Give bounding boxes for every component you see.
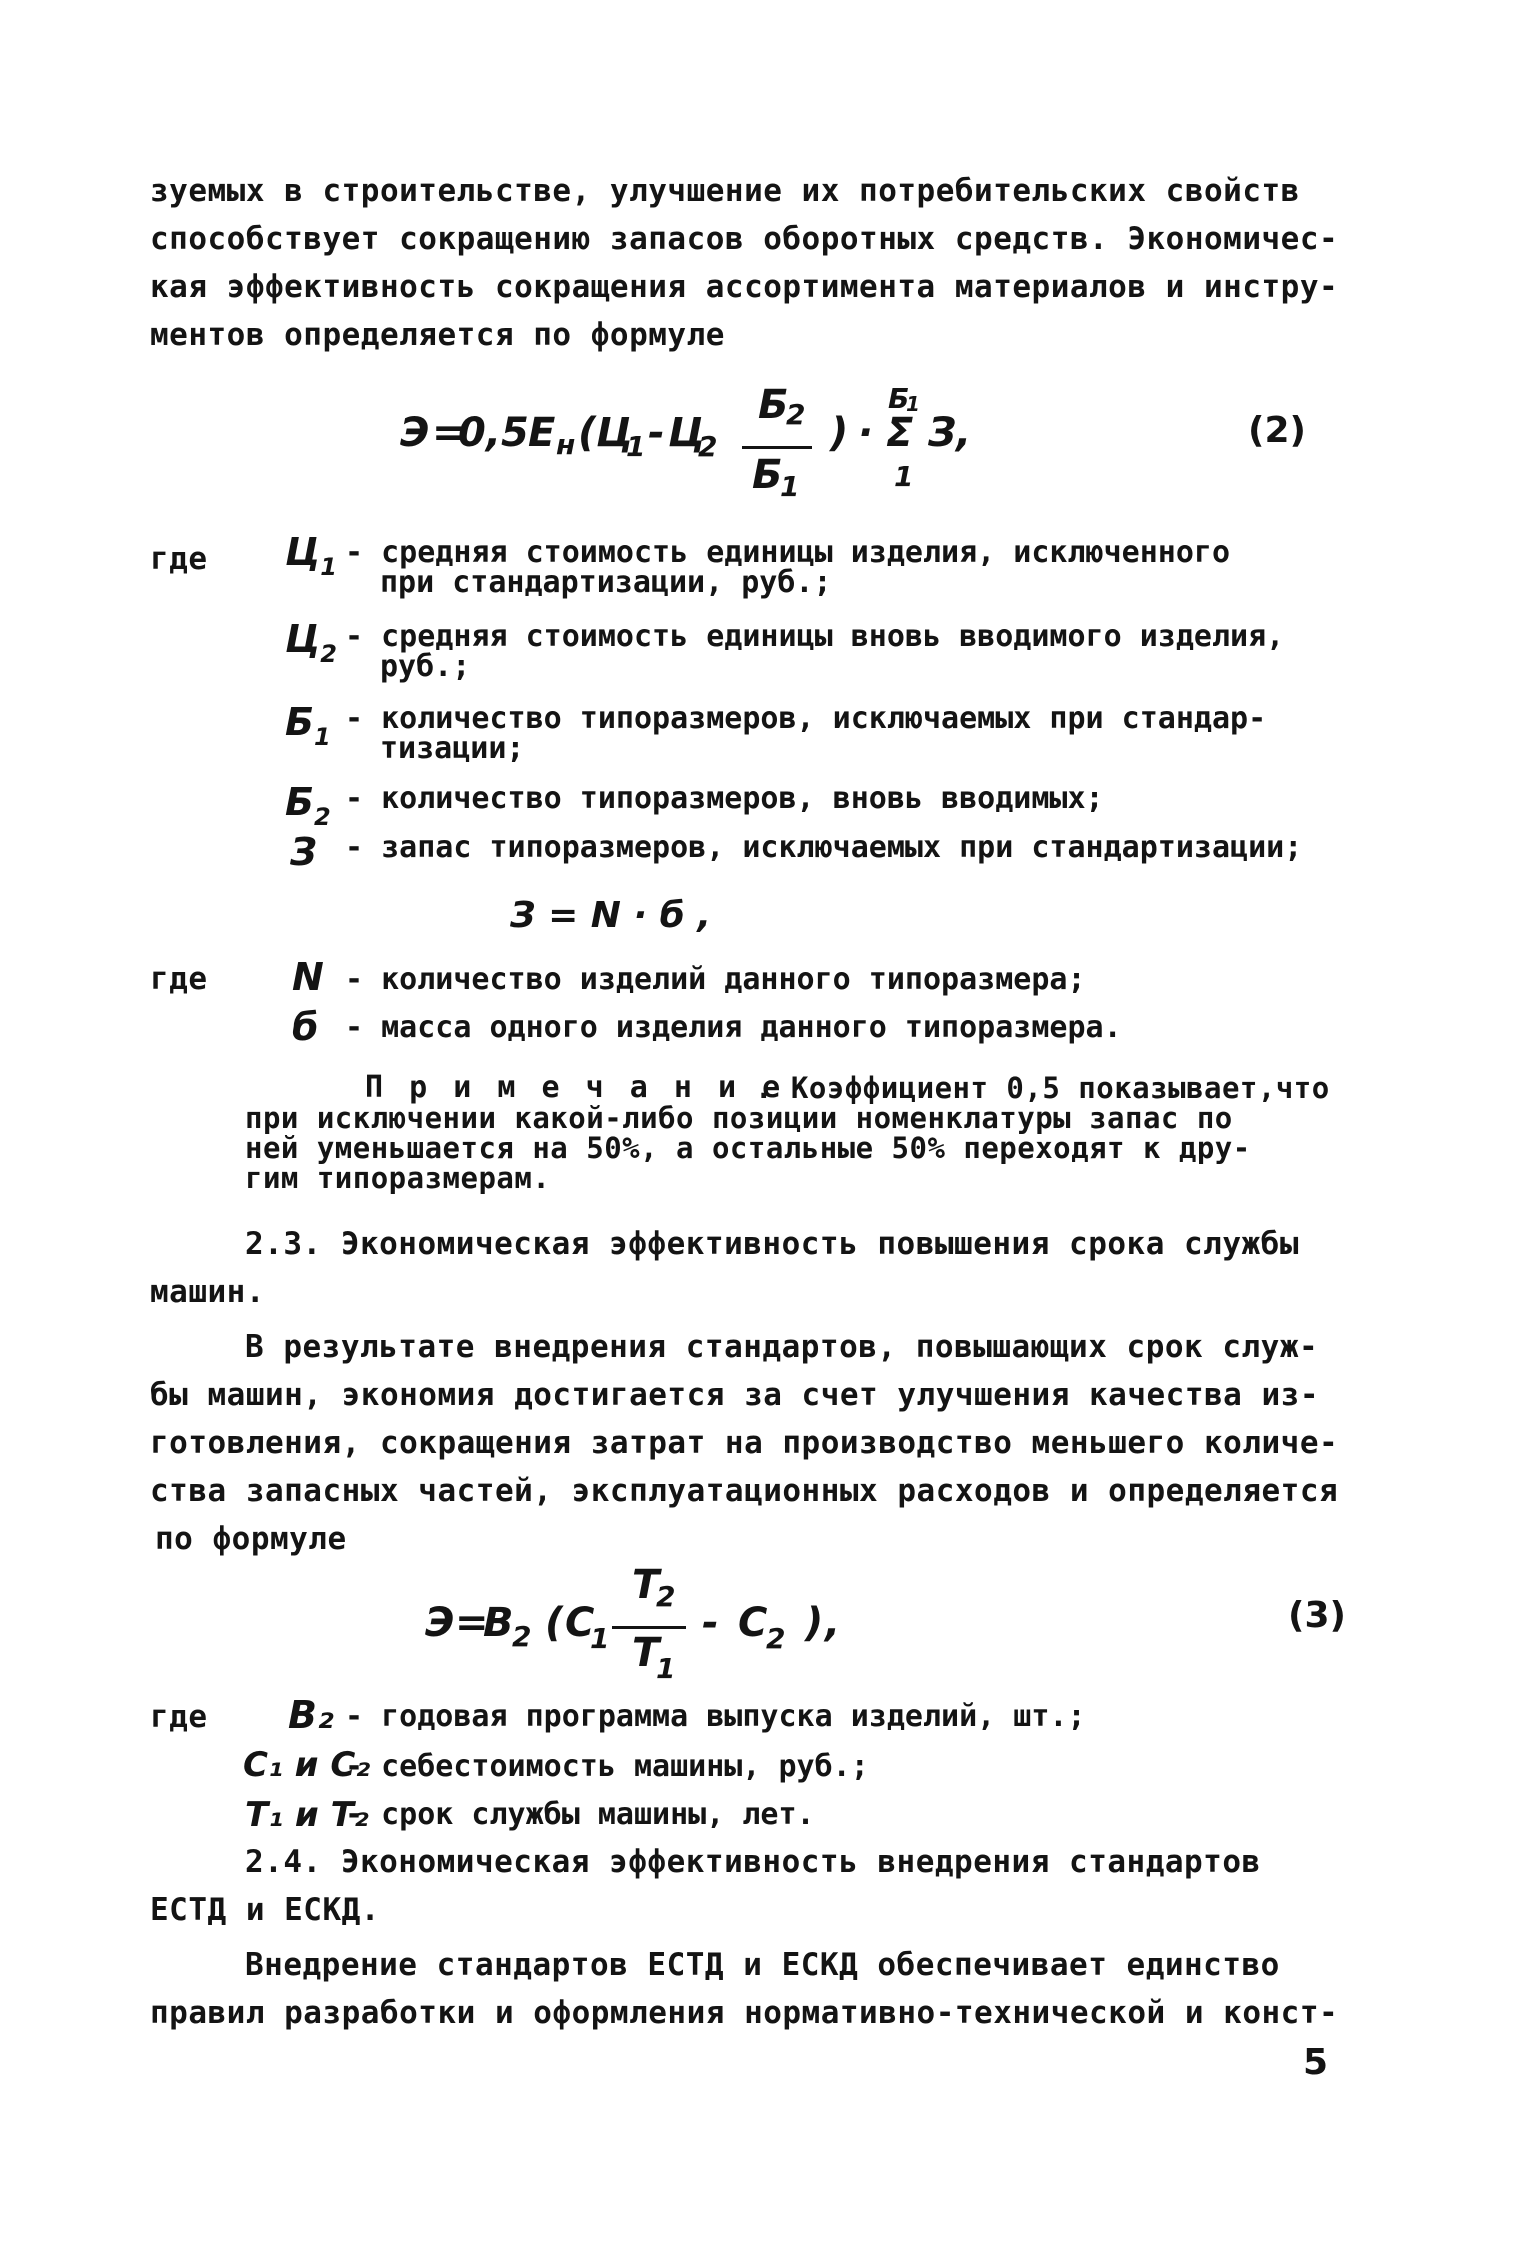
definition-line: - количество изделий данного типоразмера; [345,962,1086,997]
definition-line: - масса одного изделия данного типоразмера. [345,1010,1122,1045]
symbol-b2: В₂ [288,1693,334,1737]
paragraph-line: ства запасных частей, эксплуатационных расходов и определяется [150,1473,1339,1509]
formula-lhs: Э [400,410,430,456]
note-line: ней уменьшается на 50%, а остальные 50% переходят к дру- [245,1131,1251,1165]
paragraph-line: бы машин, экономия достигается за счет улучшения качества из- [150,1377,1319,1413]
sum-sign: Σ [886,410,914,456]
formula-number: (2) [1248,410,1306,451]
formula-c2-sub: 2 [766,1622,786,1655]
formula-close: ) [830,410,849,456]
formula-eq: = [455,1600,489,1646]
definition-line: - запас типоразмеров, исключаемых при стандартизации; [345,830,1303,865]
definition-line: - средняя стоимость единицы вновь вводимого изделия, [345,619,1285,654]
paragraph-line: зуемых в строительстве, улучшение их потребительских свойств [150,173,1300,209]
formula-c1-sub: 1 [590,1622,610,1655]
frac-denominator-sub: 1 [656,1652,676,1685]
definition-line: при стандартизации, руб.; [380,565,832,600]
fraction-bar [742,446,812,449]
formula-open: ( [578,410,597,456]
definition-line: руб.; [380,649,471,684]
formula-en: Е [528,410,556,456]
page-number: 5 [1303,2042,1329,2083]
frac-denominator: Т [632,1630,660,1676]
formula-lhs: Э [425,1600,455,1646]
formula-z-mass: З = N · б , [510,895,712,936]
formula-c2: С [738,1600,768,1646]
frac-denominator-sub: 1 [780,470,800,503]
paragraph-line: Внедрение стандартов ЕСТД и ЕСКД обеспечивает единство [245,1947,1280,1983]
note-title: П р и м е ч а н и е [365,1070,785,1105]
sum-top: Б [888,382,910,415]
section-heading: ЕСТД и ЕСКД. [150,1892,380,1928]
section-heading: 2.3. Экономическая эффективность повышения срока службы [245,1226,1299,1262]
paragraph-line: В результате внедрения стандартов, повышающих срок служ- [245,1329,1319,1365]
formula-c1: С [565,1600,595,1646]
formula-c2: Ц [668,410,706,456]
definition-line: - годовая программа выпуска изделий, шт.; [345,1699,1086,1734]
formula-coef: 0,5 [458,410,529,456]
formula-dot: · [858,410,874,456]
formula-c1-sub: 1 [626,430,646,463]
formula-minus: - [702,1600,719,1646]
symbol-t1-t2: Т₁ и Т₂ [245,1795,369,1835]
where-label: где [150,541,208,577]
frac-numerator: Б [758,382,789,428]
paragraph-line: правил разработки и оформления нормативно-технической и конст- [150,1995,1339,2031]
paragraph-line: по формуле [155,1521,347,1557]
section-heading: машин. [150,1274,265,1310]
formula-b-sub: 2 [512,1620,532,1653]
formula-comma: , [825,1600,841,1646]
formula-c2-sub: 2 [698,430,718,463]
sum-top-sub: 1 [906,392,920,416]
note-line: при исключении какой-либо позиции номенклатуры запас по [245,1101,1233,1135]
formula-comma: , [956,410,972,456]
where-label: где [150,961,208,997]
paragraph-line: способствует сокращению запасов оборотных средств. Экономичес- [150,221,1339,257]
note-line: гим типоразмерам. [245,1161,551,1195]
frac-numerator: Т [632,1562,660,1608]
paragraph-line: готовления, сокращения затрат на производство меньшего количе- [150,1425,1339,1461]
symbol-b2: $Б_2$ [285,780,331,831]
where-label: где [150,1699,208,1735]
symbol-z: З [290,830,317,874]
symbol-c1: $Ц_1$ [285,530,337,581]
formula-c1: Ц [596,410,634,456]
formula-en-sub: н [556,428,576,461]
symbol-n: N [292,955,324,999]
formula-minus: - [648,410,665,456]
formula-b: В [483,1600,514,1646]
definition-line: - количество типоразмеров, вновь вводимых; [345,781,1104,816]
section-heading: 2.4. Экономическая эффективность внедрения стандартов [245,1844,1261,1880]
formula-number: (3) [1288,1595,1346,1636]
frac-numerator-sub: 2 [786,398,806,431]
formula-z: З [928,410,957,456]
sum-bottom: 1 [894,460,914,493]
definition-line: - срок службы машины, лет. [345,1797,815,1832]
formula-close: ) [805,1600,824,1646]
definition-line: - количество типоразмеров, исключаемых при стандар- [345,701,1267,736]
frac-denominator: Б [752,452,783,498]
symbol-mass: б [292,1005,319,1049]
fraction-bar [612,1626,686,1629]
formula-eq: = [432,410,466,456]
definition-line: тизации; [380,731,525,766]
symbol-c1-c2: С₁ и С₂ [243,1745,371,1785]
paragraph-line: кая эффективность сокращения ассортимента материалов и инстру- [150,269,1339,305]
note-line: . Коэффициент 0,5 показывает,что [755,1071,1330,1105]
formula-open: ( [545,1600,564,1646]
symbol-b1: $Б_1$ [285,700,331,751]
definition-line: - средняя стоимость единицы изделия, исключенного [345,535,1231,570]
definition-line: - себестоимость машины, руб.; [345,1749,869,1784]
symbol-c2: $Ц_2$ [285,617,337,668]
paragraph-line: ментов определяется по формуле [150,317,725,353]
frac-numerator-sub: 2 [656,1580,676,1613]
